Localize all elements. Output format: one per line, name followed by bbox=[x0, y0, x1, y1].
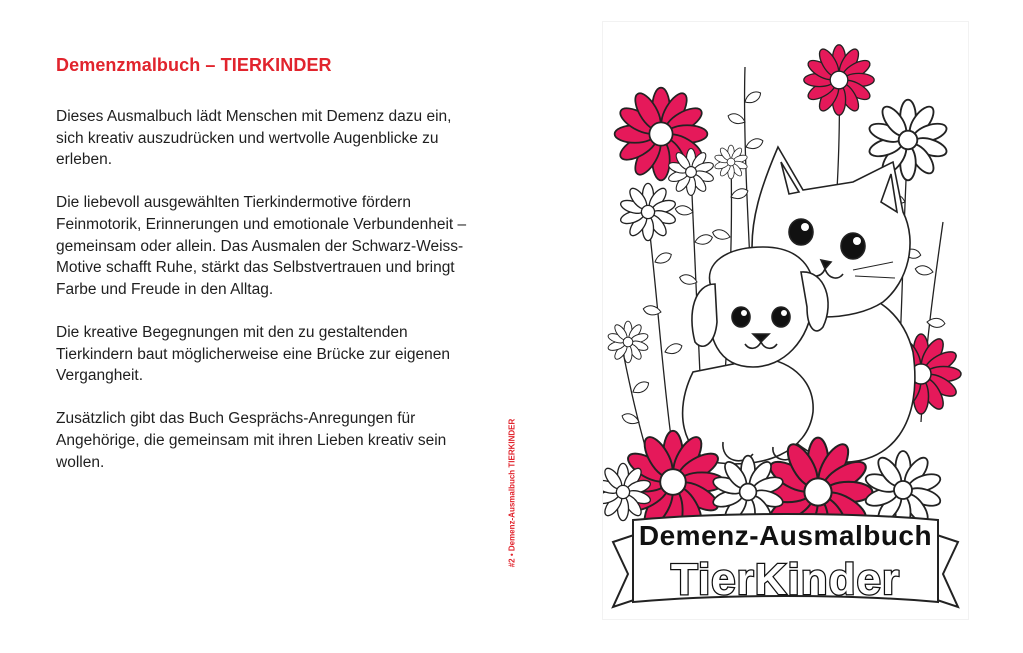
cover-subtitle: TierKinder bbox=[670, 555, 901, 604]
spine-text: #2 • Demenz-Ausmalbuch TIERKINDER bbox=[507, 418, 517, 568]
description-paragraph: Zusätzlich gibt das Buch Gesprächs-Anregungen für Angehörige, die gemeinsam mit ihren Lieben kreativ sein wollen. bbox=[56, 410, 447, 471]
front-cover bbox=[603, 22, 968, 619]
white-flower bbox=[714, 145, 748, 179]
description-paragraph: Die liebevoll ausgewählten Tierkindermotive fördern Feinmotorik, Erinnerungen und emotionale Verbundenheit – gemeinsam oder allein. Das Ausmalen der Schwarz-Weiss-Motive schafft Ruhe, stärkt das Selbstvertrauen und bringt Farbe und Freude in den Alltag. bbox=[56, 194, 467, 298]
book-title: Demenzmalbuch – TIERKINDER bbox=[56, 55, 332, 75]
book-description bbox=[56, 106, 476, 495]
cover-title: Demenz-Ausmalbuch bbox=[638, 520, 933, 551]
description-paragraph: Die kreative Begegnungen mit den zu gestaltenden Tierkindern baut möglicherweise eine Brücke zur eigenen Vergangheit. bbox=[56, 323, 451, 385]
red-flower bbox=[804, 45, 874, 115]
book-spine bbox=[505, 398, 519, 588]
back-cover bbox=[0, 0, 500, 653]
description-paragraph: Dieses Ausmalbuch lädt Menschen mit Demenz dazu ein, sich kreativ auszudrücken und wertvolle Augenblicke zu erleben. bbox=[56, 108, 452, 169]
white-flower bbox=[607, 321, 649, 363]
white-flower bbox=[619, 183, 677, 240]
